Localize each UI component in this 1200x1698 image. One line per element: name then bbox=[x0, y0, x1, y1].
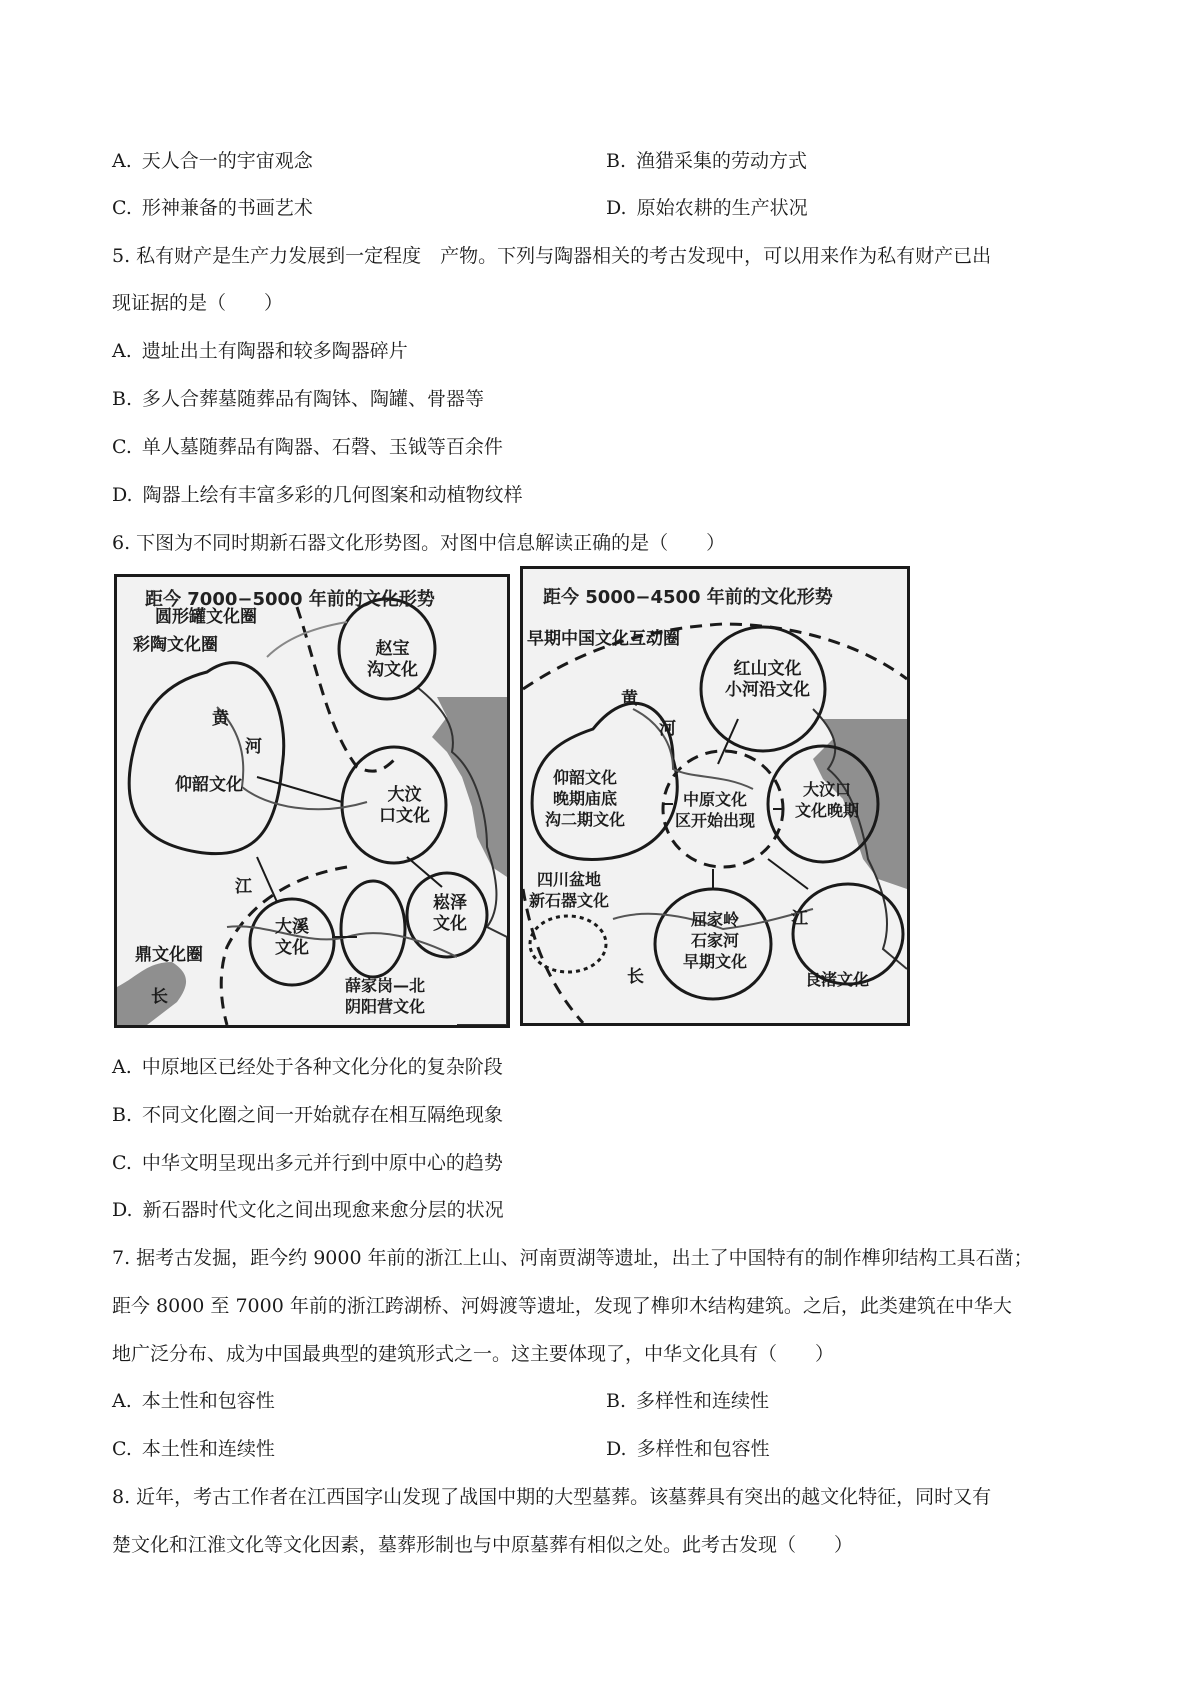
q4-option-a bbox=[112, 148, 313, 174]
q6-option-c bbox=[112, 1150, 503, 1176]
option-label: D. bbox=[606, 197, 627, 219]
label-xuejiagang-text: 薛家岗—北 阴阳营文化 bbox=[345, 976, 426, 1016]
q5-stem-line2: 现证据的是（ ） bbox=[112, 292, 284, 314]
option-label: D. bbox=[112, 484, 133, 506]
option-text: 中华文明呈现出多元并行到中原中心的趋势 bbox=[141, 1152, 503, 1174]
label-dingwenhua: 鼎文化圈 bbox=[135, 945, 203, 965]
label-dawenkou-late-text: 大汶口 文化晚期 bbox=[795, 780, 860, 820]
label-jiang: 江 bbox=[791, 909, 808, 929]
q7-option-d bbox=[606, 1436, 770, 1462]
arrow-zhongyuan-liangzhu bbox=[768, 859, 808, 889]
option-label: A. bbox=[112, 1390, 132, 1412]
option-text: 渔猎采集的劳动方式 bbox=[636, 150, 808, 172]
option-text: 本土性和连续性 bbox=[141, 1438, 275, 1460]
label-chang: 长 bbox=[627, 967, 644, 987]
option-label: C. bbox=[112, 1438, 132, 1460]
q5-option-d bbox=[112, 482, 523, 508]
arrow-yangshao-dawenkou bbox=[257, 777, 342, 802]
option-label: B. bbox=[112, 1104, 133, 1126]
q5-option-c bbox=[112, 434, 503, 460]
option-label: D. bbox=[606, 1438, 627, 1460]
label-he: 河 bbox=[245, 737, 262, 757]
option-text: 多人合葬墓随葬品有陶钵、陶罐、骨器等 bbox=[142, 388, 485, 410]
map-right bbox=[520, 566, 910, 1026]
arrow-line-north bbox=[267, 622, 347, 657]
label-qujialing bbox=[683, 909, 747, 972]
q7-option-b bbox=[606, 1388, 769, 1414]
q6-option-d bbox=[112, 1197, 504, 1223]
option-label: C. bbox=[112, 1152, 132, 1174]
option-label: A. bbox=[112, 340, 132, 362]
q7-option-c bbox=[112, 1436, 275, 1462]
q7-stem-line3: 地广泛分布、成为中国最典型的建筑形式之一。这主要体现了，中华文化具有（ ） bbox=[112, 1343, 835, 1365]
q6-stem: 6. 下图为不同时期新石器文化形势图。对图中信息解读正确的是（ ） bbox=[112, 532, 726, 554]
label-caitao: 彩陶文化圈 bbox=[133, 635, 218, 655]
q4-option-b bbox=[606, 148, 807, 174]
circle-yangshao bbox=[129, 663, 284, 854]
label-zhaobaogou bbox=[367, 639, 418, 681]
label-sichuan-text: 四川盆地 新石器文化 bbox=[529, 870, 610, 910]
label-he: 河 bbox=[659, 719, 676, 739]
option-text: 单人墓随葬品有陶器、石磬、玉钺等百余件 bbox=[141, 436, 503, 458]
option-text: 不同文化圈之间一开始就存在相互隔绝现象 bbox=[142, 1104, 504, 1126]
arrow-yangshao-daxi bbox=[257, 857, 277, 902]
label-jiang: 江 bbox=[235, 877, 252, 897]
label-xuejiagang bbox=[345, 975, 425, 1017]
label-yangshao: 仰韶文化 bbox=[175, 775, 243, 795]
option-label: B. bbox=[606, 150, 627, 172]
q7-option-a bbox=[112, 1388, 275, 1414]
label-songze-text: 崧泽 文化 bbox=[433, 893, 467, 934]
map-left bbox=[114, 574, 510, 1028]
label-daxi bbox=[275, 917, 309, 959]
option-text: 本土性和包容性 bbox=[141, 1390, 275, 1412]
option-text: 天人合一的宇宙观念 bbox=[141, 150, 313, 172]
q5-option-b bbox=[112, 386, 484, 412]
q8-stem-line2: 楚文化和江淮文化等文化因素，墓葬形制也与中原墓葬有相似之处。此考古发现（ ） bbox=[112, 1534, 854, 1556]
option-text: 遗址出土有陶器和较多陶器碎片 bbox=[141, 340, 408, 362]
label-daxi-text: 大溪 文化 bbox=[275, 917, 309, 958]
label-dawenkou-late bbox=[795, 779, 859, 821]
circle-sichuan bbox=[530, 916, 606, 972]
q7-stem-line2: 距今 8000 至 7000 年前的浙江跨湖桥、河姆渡等遗址，发现了榫卯木结构建筑。之后，此类建筑在中华大 bbox=[112, 1295, 1012, 1317]
option-text: 多样性和包容性 bbox=[636, 1438, 770, 1460]
q4-option-d bbox=[606, 195, 808, 221]
q7-stem-line1: 7. 据考古发掘，距今约 9000 年前的浙江上山、河南贾湖等遗址，出土了中国特有的制作榫卯结构工具石凿； bbox=[112, 1247, 1033, 1269]
label-huang: 黄 bbox=[621, 689, 638, 709]
option-text: 陶器上绘有丰富多彩的几何图案和动植物纹样 bbox=[142, 484, 523, 506]
label-zhongyuan-text: 中原文化 区开始出现 bbox=[675, 790, 756, 830]
label-dawenkou bbox=[379, 785, 430, 827]
option-text: 中原地区已经处于各种文化分化的复杂阶段 bbox=[141, 1056, 503, 1078]
label-chang: 长 bbox=[151, 987, 168, 1007]
circle-xuejiagang bbox=[341, 881, 405, 977]
q5-stem-line1: 5. 私有财产是生产力发展到一定程度 产物。下列与陶器相关的考古发现中，可以用来作为私有财产已出 bbox=[112, 245, 992, 267]
option-label: A. bbox=[112, 1056, 132, 1078]
option-label: B. bbox=[606, 1390, 627, 1412]
arrow-dawenkou-songze bbox=[407, 857, 442, 887]
label-zhongyuan bbox=[675, 789, 755, 831]
label-hongshan-text: 红山文化 小河沿文化 bbox=[725, 659, 810, 700]
option-text: 多样性和连续性 bbox=[636, 1390, 770, 1412]
label-huang: 黄 bbox=[212, 709, 229, 729]
option-label: D. bbox=[112, 1199, 133, 1221]
q4-option-c bbox=[112, 195, 313, 221]
option-label: B. bbox=[112, 388, 133, 410]
map-right-title: 距今 5000−4500 年前的文化形势 bbox=[543, 587, 833, 608]
label-yangshao-late-text: 仰韶文化 晚期庙底 沟二期文化 bbox=[545, 768, 626, 829]
label-zhaobaogou-text: 赵宝 沟文化 bbox=[367, 639, 418, 680]
option-label: C. bbox=[112, 197, 132, 219]
q5-option-a bbox=[112, 338, 408, 364]
map-left-title: 距今 7000−5000 年前的文化形势 bbox=[145, 589, 435, 610]
option-label: A. bbox=[112, 150, 132, 172]
q6-option-a bbox=[112, 1054, 503, 1080]
option-text: 新石器时代文化之间出现愈来愈分层的状况 bbox=[142, 1199, 504, 1221]
option-label: C. bbox=[112, 436, 132, 458]
label-yuanxingguan: 圆形罐文化圈 bbox=[155, 607, 257, 627]
label-songze bbox=[433, 893, 467, 935]
label-hongshan bbox=[725, 659, 810, 701]
label-dawenkou-text: 大汶 口文化 bbox=[379, 785, 430, 826]
label-sichuan bbox=[529, 869, 609, 911]
label-liangzhu: 良渚文化 bbox=[805, 970, 870, 989]
option-text: 原始农耕的生产状况 bbox=[636, 197, 808, 219]
label-qujialing-text: 屈家岭 石家河 早期文化 bbox=[683, 910, 748, 971]
option-text: 形神兼备的书画艺术 bbox=[141, 197, 313, 219]
q6-option-b bbox=[112, 1102, 503, 1128]
label-zaoqi: 早期中国文化互动圈 bbox=[527, 629, 680, 649]
arrow-hongshan-zhongyuan bbox=[718, 719, 738, 764]
label-yangshao-late bbox=[545, 767, 625, 830]
yellow-river bbox=[633, 709, 753, 789]
q8-stem-line1: 8. 近年，考古工作者在江西国字山发现了战国中期的大型墓葬。该墓葬具有突出的越文化特征，同时又有 bbox=[112, 1486, 992, 1508]
